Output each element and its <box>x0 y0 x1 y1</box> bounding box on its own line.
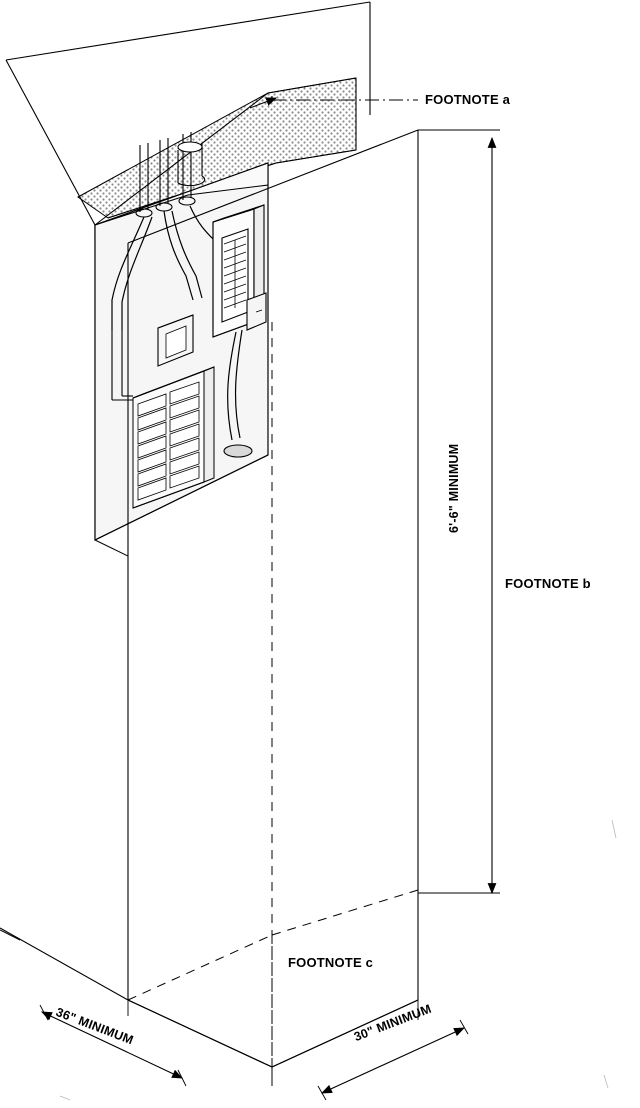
width-dimension-line <box>272 1000 468 1100</box>
label-vertical-dimension: 6'-6" MINIMUM <box>447 443 461 533</box>
label-footnote-c: FOOTNOTE c <box>288 955 374 970</box>
label-depth-dimension: 36" MINIMUM <box>53 1005 136 1048</box>
left-wall-band <box>0 930 20 940</box>
label-width-dimension: 30" MINIMUM <box>352 1001 434 1045</box>
label-footnote-b: FOOTNOTE b <box>505 576 591 591</box>
ground-plate <box>224 445 252 457</box>
label-footnote-a: FOOTNOTE a <box>425 92 511 107</box>
